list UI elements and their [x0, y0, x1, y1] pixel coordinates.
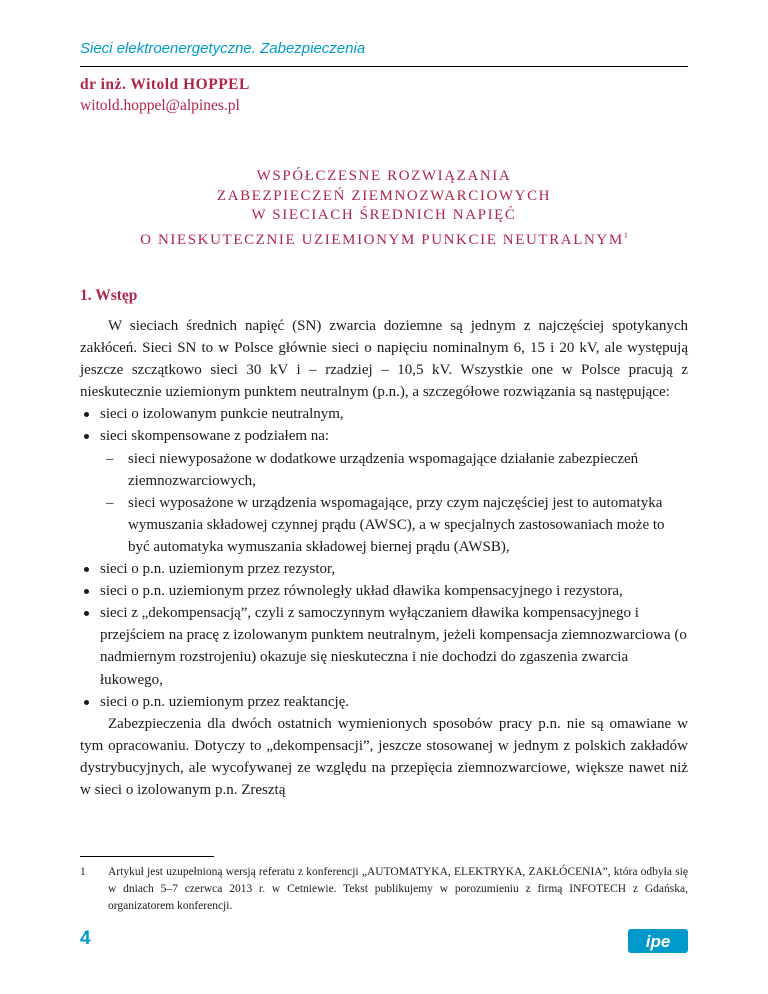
- footnote-text: Artykuł jest uzupełnioną wersją referatu z konferencji „AUTOMATYKA, ELEKTRYKA, ZAKŁÓCENIA”, która odbyła się w dniach 5–7 czerwca 2013 r. w Cetniewie. Tekst publikujemy w porozumieniu z firmą INFOTECH z Gdańska, organizatorem konferencji.: [108, 866, 688, 912]
- header-rule: [80, 66, 688, 67]
- title-line-text: O NIESKUTECZNIE UZIEMIONYM PUNKCIE NEUTRALNYM: [140, 231, 624, 248]
- author-block: [80, 74, 250, 116]
- network-types-list: [80, 403, 688, 712]
- title-line: ZABEZPIECZEŃ ZIEMNOZWARCIOWYCH: [216, 187, 552, 204]
- intro-paragraph: W sieciach średnich napięć (SN) zwarcia doziemne są jednym z najczęściej spotykanych zakłóceń. Sieci SN to w Polsce głównie sieci o napięciu nominalnym 6, 15 i 20 kV, ale występują jeszcze szczątkowo sieci 30 kV i – rzadziej – 10,5 kV. Wszystkie one w Polsce pracują z nieskutecznie uziemionym punktem neutralnym (p.n.), a szczegółowe rozwiązania są następujące:: [80, 318, 688, 401]
- title-line-last: [80, 226, 688, 251]
- footnote: [80, 864, 688, 915]
- article-body: [80, 315, 688, 801]
- article-title: [80, 167, 688, 250]
- section-heading: 1. Wstęp: [80, 287, 138, 304]
- list-item: sieci o p.n. uziemionym przez równoległy układ dławika kompensacyjnego i rezystora,: [80, 580, 688, 602]
- list-item: sieci o izolowanym punkcie neutralnym,: [80, 403, 688, 425]
- list-item: sieci o p.n. uziemionym przez reaktancję.: [80, 691, 688, 713]
- title-line: W SIECIACH ŚREDNICH NAPIĘĆ: [251, 207, 517, 223]
- page-number: 4: [80, 928, 91, 949]
- author-name: dr inż. Witold HOPPEL: [80, 76, 250, 93]
- footnote-number: 1: [80, 866, 86, 878]
- title-line: WSPÓŁCZESNE ROZWIĄZANIA: [256, 168, 512, 184]
- journal-header: Sieci elektroenergetyczne. Zabezpieczenia: [80, 40, 366, 57]
- list-item: sieci o p.n. uziemionym przez rezystor,: [80, 558, 688, 580]
- logo-text: ipe: [645, 932, 671, 951]
- list-item: sieci z „dekompensacją”, czyli z samoczynnym wyłączaniem dławika kompensacyjnego i przejściem na pracę z izolowanym punktem neutralnym, jeżeli kompensacja ziemnozwarciowa (o nadmiernym rozstrojeniu) okazuje się nieskuteczna i nie dochodzi do zgaszenia zwarcia łukowego,: [80, 602, 688, 690]
- body-paragraph: Zabezpieczenia dla dwóch ostatnich wymienionych sposobów pracy p.n. nie są omawiane w tym opracowaniu. Dotyczy to „dekompensacji”, jeszcze stosowanej w jednym z polskich zakładów dystrybucyjnych, ale wycofywanej ze względu na przepięcia ziemnozwarciowe, większe nawet niż w sieci o izolowanym p.n. Zresztą: [80, 715, 688, 798]
- footnote-mark[interactable]: 1: [623, 230, 628, 240]
- author-email[interactable]: witold.hoppel@alpines.pl: [80, 97, 240, 114]
- publisher-logo: [628, 929, 688, 953]
- sub-list-item: – sieci niewyposażone w dodatkowe urządzenia wspomagające działanie zabezpieczeń ziemnozwarciowych,: [80, 448, 688, 492]
- sub-list-item: – sieci wyposażone w urządzenia wspomagające, przy czym najczęściej jest to automatyka wymuszania składowej czynnej prądu (AWSC), a w specjalnych zastosowaniach może to być automatyka wymuszania składowej biernej prądu (AWSB),: [80, 492, 688, 558]
- list-item: sieci skompensowane z podziałem na:: [80, 425, 688, 447]
- footnote-rule: [80, 856, 214, 857]
